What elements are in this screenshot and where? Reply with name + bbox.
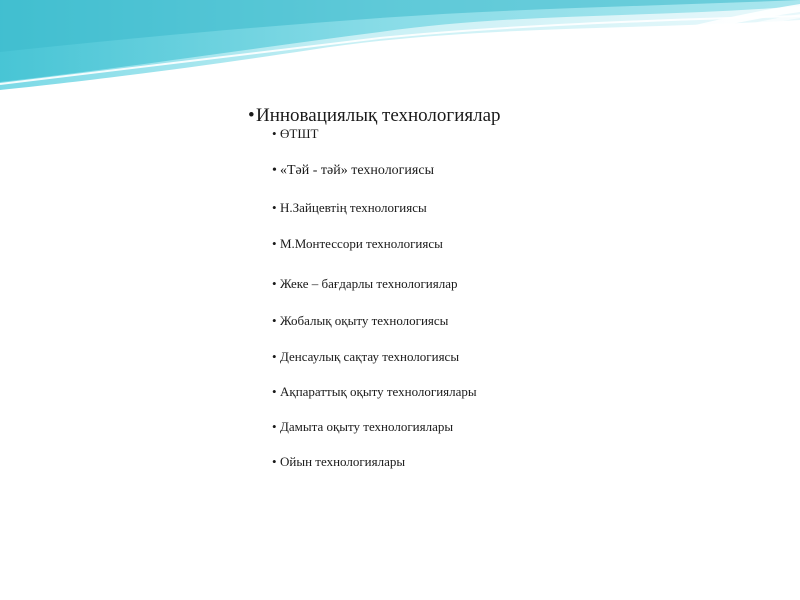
bullet: • <box>272 236 277 251</box>
bullet: • <box>272 454 277 469</box>
bullet: • <box>272 126 277 141</box>
list-item-label: Ақпараттық оқыту технологиялары <box>280 384 477 399</box>
list-item-label: «Тәй - тәй» технологиясы <box>280 163 434 178</box>
list-item <box>272 200 427 216</box>
list-item-label: Денсаулық сақтау технологиясы <box>280 349 460 364</box>
title-text: Инновациялық технологиялар <box>256 105 501 126</box>
list-item <box>272 236 443 252</box>
list-item-label: Жеке – бағдарлы технологиялар <box>280 276 458 291</box>
list-item <box>272 419 453 435</box>
bullet: • <box>272 276 277 291</box>
list-item <box>272 384 477 400</box>
slide-title <box>248 104 501 128</box>
list-item-label: Жобалық оқыту технологиясы <box>280 313 449 328</box>
list-item-label: М.Монтессори технологиясы <box>280 236 443 251</box>
list-item-label: Ойын технологиялары <box>280 454 406 469</box>
list-item-label: ӨТШТ <box>280 126 319 141</box>
list-item <box>272 163 434 179</box>
bullet: • <box>272 419 277 434</box>
list-item <box>272 126 318 142</box>
list-item <box>272 313 448 329</box>
bullet: • <box>272 200 277 215</box>
bullet: • <box>272 313 277 328</box>
list-item <box>272 454 405 470</box>
bullet: • <box>272 384 277 399</box>
bullet: • <box>272 163 277 178</box>
title-bullet: • <box>248 105 255 126</box>
list-item <box>272 276 458 292</box>
bullet: • <box>272 349 277 364</box>
list-item <box>272 349 459 365</box>
list-item-label: Дамыта оқыту технологиялары <box>280 419 454 434</box>
list-item-label: Н.Зайцевтің технологиясы <box>280 200 427 215</box>
